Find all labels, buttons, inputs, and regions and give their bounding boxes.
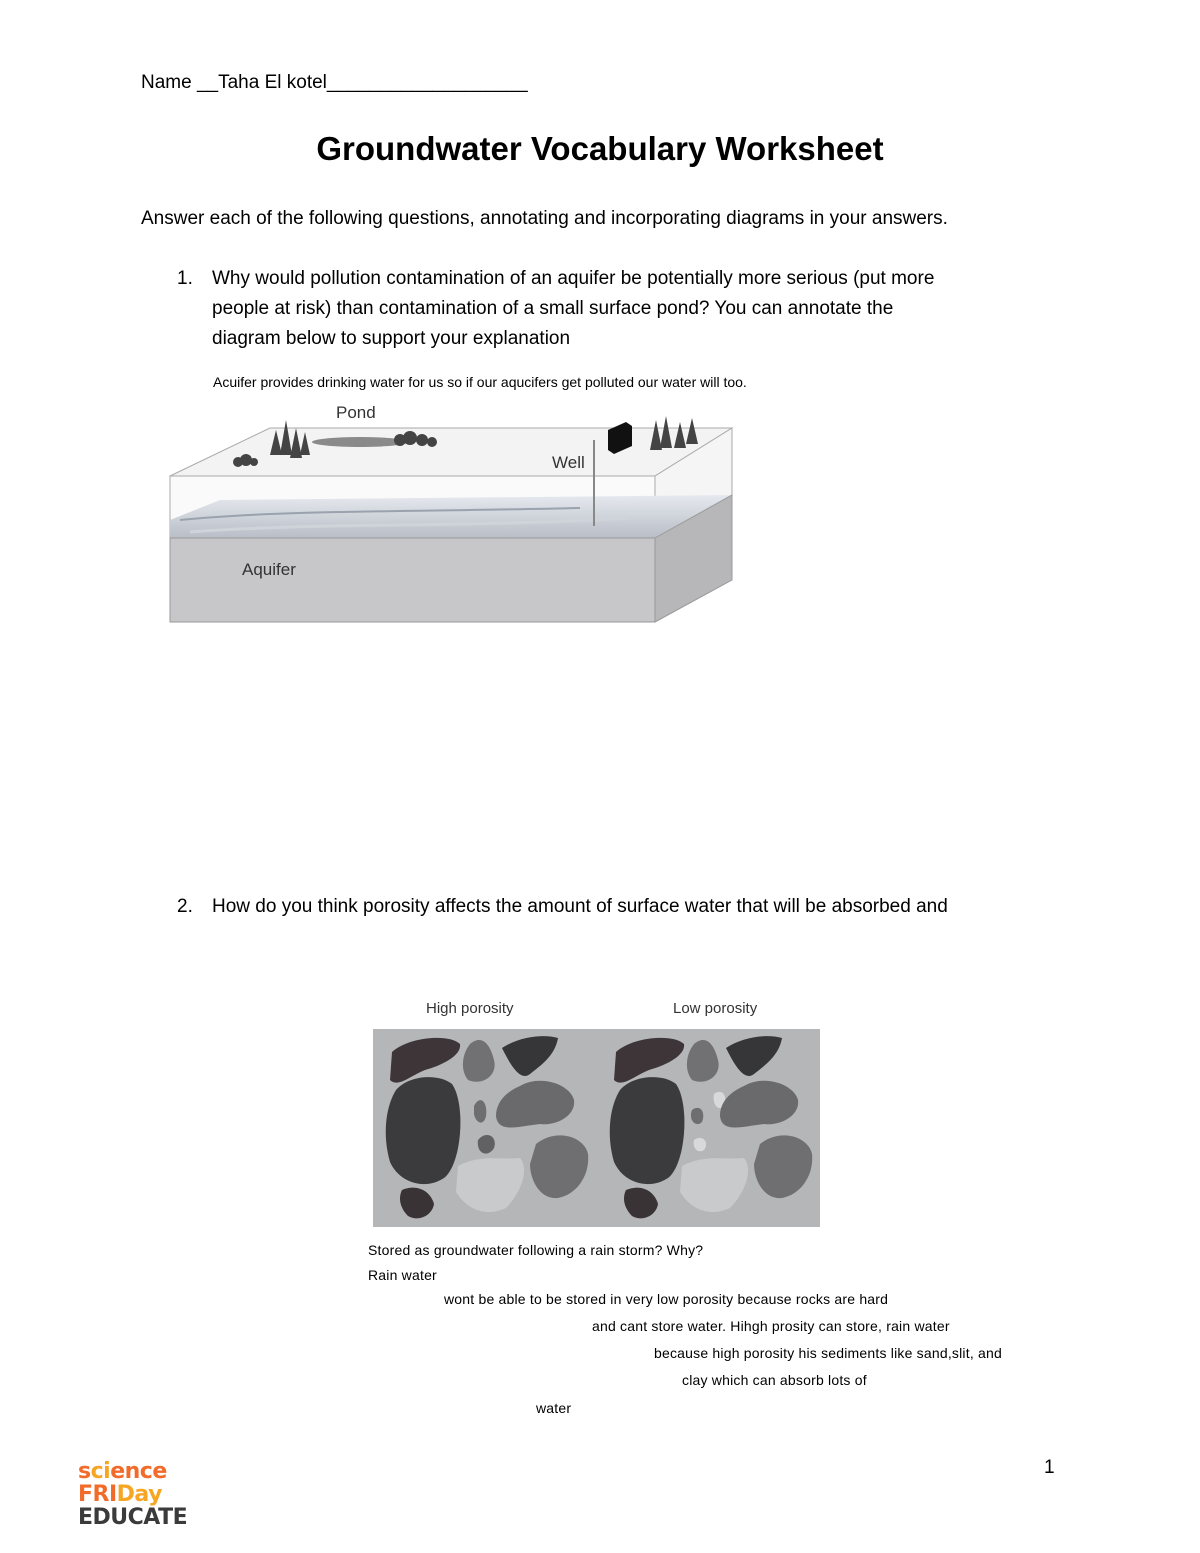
aquifer-diagram xyxy=(160,400,750,630)
question-2-number: 2. xyxy=(177,896,193,917)
low-porosity-label: Low porosity xyxy=(673,1000,758,1017)
science-friday-educate-logo: science FRIDay EDUCATE xyxy=(78,1459,188,1530)
question-1-number: 1. xyxy=(177,268,193,289)
answer-2-line[interactable]: because high porosity his sediments like sand,slit, and xyxy=(654,1345,1002,1361)
aquifer-label: Aquifer xyxy=(242,560,296,579)
question-1-answer[interactable]: Acuifer provides drinking water for us so if our aqucifers get polluted our water will too. xyxy=(213,374,747,390)
instructions-text: Answer each of the following questions, annotating and incorporating diagrams in your answers. xyxy=(141,208,948,229)
answer-2-line[interactable]: and cant store water. Hihgh prosity can store, rain water xyxy=(592,1318,950,1334)
high-porosity-label: High porosity xyxy=(426,1000,514,1017)
well-label: Well xyxy=(552,453,585,472)
question-1-line: people at risk) than contamination of a small surface pond? You can annotate the xyxy=(212,298,894,319)
answer-2-line[interactable]: water xyxy=(536,1400,572,1416)
pond-label: Pond xyxy=(336,403,376,422)
answer-2-line[interactable]: Rain water xyxy=(368,1267,437,1283)
ground-surface xyxy=(170,428,732,476)
answer-2-line[interactable]: clay which can absorb lots of xyxy=(682,1372,867,1388)
aquifer-block xyxy=(170,538,655,622)
question-2-text: How do you think porosity affects the amount of surface water that will be absorbed and xyxy=(212,896,948,917)
porosity-diagram xyxy=(370,994,822,1230)
student-name-line[interactable]: Name __Taha El kotel___________________ xyxy=(141,72,528,93)
answer-2-line[interactable]: Stored as groundwater following a rain storm? Why? xyxy=(368,1242,704,1258)
question-1-text xyxy=(212,264,1092,354)
page-title: Groundwater Vocabulary Worksheet xyxy=(316,130,884,167)
question-1-line: Why would pollution contamination of an aquifer be potentially more serious (put more xyxy=(212,268,935,289)
pond-shape xyxy=(312,437,408,447)
water-table-layer xyxy=(170,495,732,538)
answer-2-line[interactable]: wont be able to be stored in very low porosity because rocks are hard xyxy=(444,1291,889,1307)
page-number: 1 xyxy=(1044,1457,1055,1478)
question-1-line: diagram below to support your explanation xyxy=(212,328,571,349)
